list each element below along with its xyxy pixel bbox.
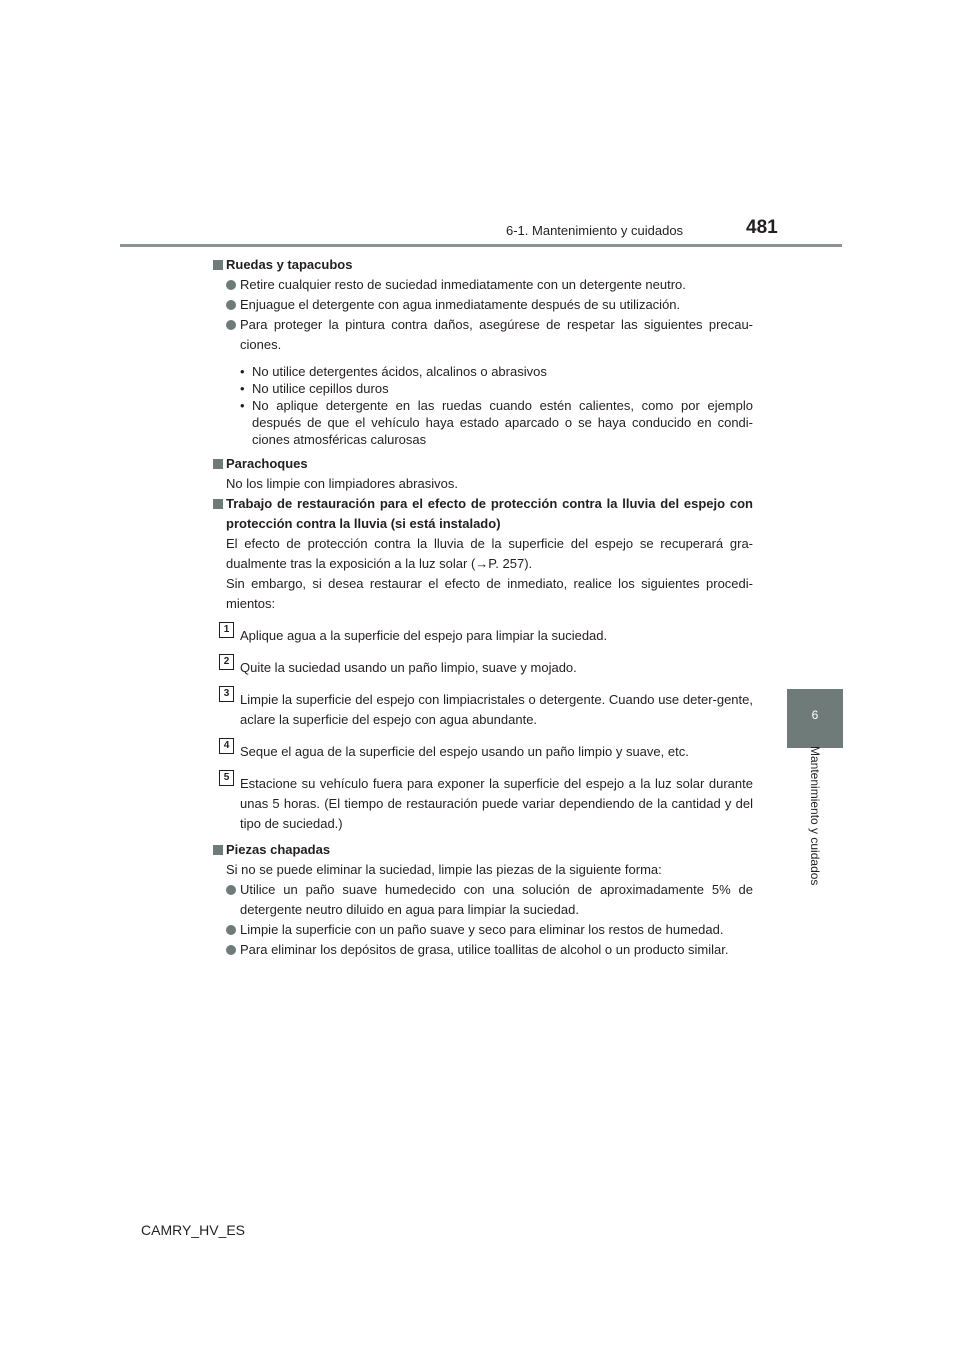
bullet-text: Retire cualquier resto de suciedad inmediatamente con un detergente neutro. (240, 277, 686, 292)
dash-item-text: No aplique detergente en las ruedas cuando estén calientes, como por ejemplo después de que el vehículo haya estado aparcado o se haya conducido en condi-ciones atmosféricas calurosas (252, 398, 753, 447)
square-bullet-icon (213, 260, 223, 270)
dash-item (213, 380, 753, 397)
bullet-text: Limpie la superficie con un paño suave y seco para eliminar los restos de humedad. (240, 922, 724, 937)
section-title (213, 494, 753, 534)
square-bullet-icon (213, 845, 223, 855)
bullet-text: Utilice un paño suave humedecido con una solución de aproximadamente 5% de detergente neutro diluido en agua para limpiar la suciedad. (240, 882, 753, 917)
round-bullet-icon (226, 280, 236, 290)
bullet-item (213, 275, 753, 295)
square-bullet-icon (213, 459, 223, 469)
body-text: Sin embargo, si desea restaurar el efecto de inmediato, realice los siguientes procedi-mientos: (226, 576, 753, 611)
header-rule (120, 244, 842, 247)
footer-document-code: CAMRY_HV_ES (141, 1222, 246, 1238)
step-text: Quite la suciedad usando un paño limpio, suave y mojado. (240, 660, 577, 675)
dash-item (213, 363, 753, 380)
dot-bullet-icon: • (240, 398, 245, 413)
bullet-item (213, 940, 753, 960)
step-number-box: 4 (219, 738, 234, 754)
bullet-text: Enjuague el detergente con agua inmediatamente después de su utilización. (240, 297, 681, 312)
dash-list (213, 363, 753, 448)
step-number-box: 5 (219, 770, 234, 786)
section-title-text: Piezas chapadas (226, 842, 331, 857)
section-title-text: Ruedas y tapacubos (226, 257, 353, 272)
bullet-text: Para proteger la pintura contra daños, asegúrese de respetar las siguientes precau-ciones. (240, 317, 753, 352)
step-number-box: 2 (219, 654, 234, 670)
body-text: No los limpie con limpiadores abrasivos. (226, 476, 458, 491)
dash-item-text: No utilice detergentes ácidos, alcalinos o abrasivos (252, 364, 547, 379)
page-number: 481 (746, 217, 778, 238)
round-bullet-icon (226, 300, 236, 310)
round-bullet-icon (226, 945, 236, 955)
section-title (213, 840, 753, 860)
bullet-item (213, 880, 753, 920)
step-text: Estacione su vehículo fuera para exponer la superficie del espejo a la luz solar durante unas 5 horas. (El tiempo de restauración puede variar dependiendo de la cantidad y del tipo de suciedad.) (240, 776, 753, 831)
section-title (213, 454, 753, 474)
page-content (213, 255, 753, 960)
dot-bullet-icon: • (240, 364, 245, 379)
bullet-item (213, 295, 753, 315)
round-bullet-icon (226, 885, 236, 895)
chapter-tab-number: 6 (811, 708, 819, 722)
body-text: El efecto de protección contra la lluvia de la superficie del espejo se recuperará gra-dualmente tras la exposición a la luz solar (→P. 257). (226, 536, 753, 571)
section-title (213, 255, 753, 275)
step-text: Aplique agua a la superficie del espejo para limpiar la suciedad. (240, 628, 608, 643)
bullet-item (213, 315, 753, 355)
dot-bullet-icon: • (240, 381, 245, 396)
step-item (213, 626, 753, 646)
step-number-box: 1 (219, 622, 234, 638)
step-item (213, 742, 753, 762)
step-item (213, 774, 753, 834)
section-title-text: Trabajo de restauración para el efecto de protección contra la lluvia del espejo con protección contra la lluvia (si está instalado) (226, 496, 753, 531)
step-number-box: 3 (219, 686, 234, 702)
body-text: Si no se puede eliminar la suciedad, limpie las piezas de la siguiente forma: (226, 862, 662, 877)
chapter-tab (787, 689, 843, 748)
step-item (213, 690, 753, 730)
chapter-side-label: Mantenimiento y cuidados (808, 746, 822, 886)
dash-item (213, 397, 753, 448)
round-bullet-icon (226, 925, 236, 935)
step-text: Limpie la superficie del espejo con limpiacristales o detergente. Cuando use deter-gente, aclare la superficie del espejo con agua abundante. (240, 692, 753, 727)
dash-item-text: No utilice cepillos duros (252, 381, 389, 396)
bullet-item (213, 920, 753, 940)
step-text: Seque el agua de la superficie del espejo usando un paño limpio y suave, etc. (240, 744, 689, 759)
bullet-text: Para eliminar los depósitos de grasa, utilice toallitas de alcohol o un producto similar. (240, 942, 729, 957)
section-title-text: Parachoques (226, 456, 308, 471)
square-bullet-icon (213, 499, 223, 509)
round-bullet-icon (226, 320, 236, 330)
step-item (213, 658, 753, 678)
header-section-title: 6-1. Mantenimiento y cuidados (506, 223, 684, 238)
